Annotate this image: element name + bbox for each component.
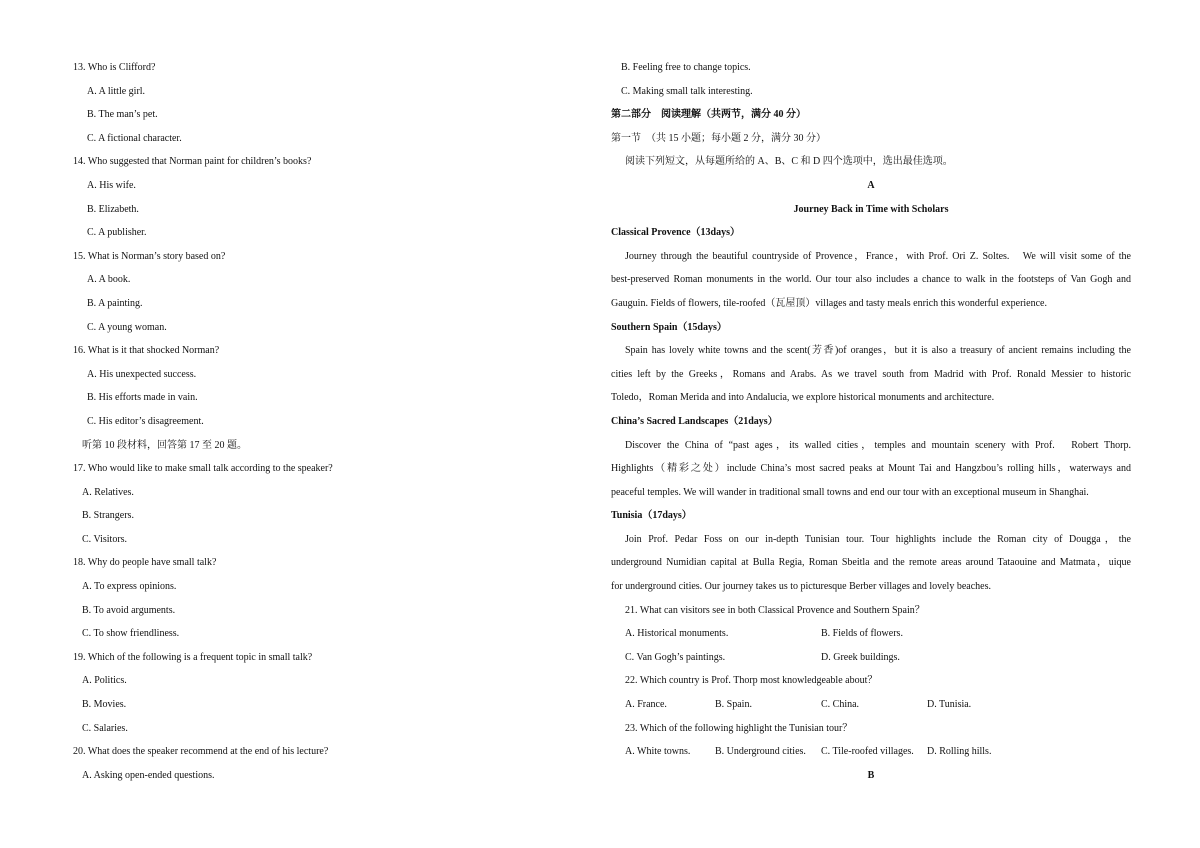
answer-option: B. To avoid arguments. xyxy=(82,604,176,616)
passage-letter-a: A xyxy=(867,179,875,191)
question-stem: 21. What can visitors see in both Classical Provence and Southern Spain？ xyxy=(625,604,925,616)
answer-option: A. His wife. xyxy=(87,179,136,191)
tour-heading: China’s Sacred Landscapes（21days） xyxy=(611,415,778,427)
question-stem: 23. Which of the following highlight the Tunisian tour？ xyxy=(625,722,853,734)
tour-text-line: Join Prof. Pedar Foss on our in-depth Tunisian tour. Tour highlights include the Roman city of Dougga，the xyxy=(625,533,1131,545)
question-23 xyxy=(611,717,1131,764)
answer-option: C. A publisher. xyxy=(87,227,147,239)
question-line: 18. Why do people have small talk? xyxy=(73,557,217,569)
option-c: C. China. xyxy=(821,699,860,711)
tour-spain xyxy=(611,316,1131,410)
tour-text-line: Gauguin. Fields of flowers, tile-roofed（瓦屋顶）villages and tasty meals enrich this wonderful experience. xyxy=(611,297,1047,309)
answer-option: A. His unexpected success. xyxy=(87,368,197,380)
tour-heading: Southern Spain（15days） xyxy=(611,321,727,333)
tour-china xyxy=(611,410,1131,504)
question-stem: 22. Which country is Prof. Thorp most knowledgeable about？ xyxy=(625,675,878,687)
answer-option: C. Salaries. xyxy=(82,722,128,734)
tour-text-line: peaceful temples. We will wander in traditional small towns and end our tour with an exceptional museum in Shanghai. xyxy=(611,486,1089,498)
tour-text-line: underground Numidian capital at Bulla Regia, Roman Sbeitla and the remote areas around Tataouine and Matmata，uique xyxy=(611,557,1131,569)
options-row xyxy=(611,693,1131,717)
tour-text-line: Discover the China of “past ages，its walled cities，temples and mountain scenery with Prof. Robert Thorp. xyxy=(625,439,1131,451)
answer-option: C. His editor’s disagreement. xyxy=(87,415,204,427)
answer-option: C. A young woman. xyxy=(87,321,167,333)
tour-text-line: Highlights（精彩之处）include China’s most sacred peaks at Mount Tai and Hangzbou’s rolling hills，waterways and xyxy=(611,463,1131,475)
answer-option: B. Elizabeth. xyxy=(87,203,139,215)
answer-option: A. A book. xyxy=(87,274,131,286)
option-d: D. Rolling hills. xyxy=(927,746,992,758)
options-row xyxy=(611,740,1131,764)
answer-option: B. His efforts made in vain. xyxy=(87,392,198,404)
question-line: 17. Who would like to make small talk according to the speaker? xyxy=(73,463,333,475)
answer-option: A. To express opinions. xyxy=(82,581,177,593)
tour-text-line: best-preserved Roman monuments in the world. Our tour also includes a chance to walk in the footsteps of Van Gogh and xyxy=(611,274,1131,286)
option-a: A. White towns. xyxy=(625,746,691,758)
question-line: 19. Which of the following is a frequent topic in small talk? xyxy=(73,651,313,663)
options-row xyxy=(611,622,1131,646)
answer-option: A. Politics. xyxy=(82,675,127,687)
tour-text-line: for underground cities. Our journey takes us to picturesque Berber villages and lovely beaches. xyxy=(611,581,991,593)
option-d: D. Tunisia. xyxy=(927,699,972,711)
answer-option: 听第 10 段材料，回答第 17 至 20 题。 xyxy=(82,439,247,451)
option-d: D. Greek buildings. xyxy=(821,651,900,663)
question-line: 16. What is it that shocked Norman? xyxy=(73,345,220,357)
tour-tunisia xyxy=(611,504,1131,598)
tour-text-line: Toledo，Roman Merida and into Andalucia, we explore historical monuments and architecture. xyxy=(611,392,995,404)
passage-letter-b: B xyxy=(867,769,875,781)
answer-option: B. Strangers. xyxy=(82,510,134,522)
tour-heading: Classical Provence（13days） xyxy=(611,227,740,239)
question-line: 15. What is Norman’s story based on? xyxy=(73,250,226,262)
q20-option-b: B. Feeling free to change topics. xyxy=(621,62,751,73)
option-c: C. Tile-roofed villages. xyxy=(821,746,914,758)
answer-option: C. A fictional character. xyxy=(87,132,182,144)
answer-option: A. Relatives. xyxy=(82,486,134,498)
tour-heading: Tunisia（17days） xyxy=(611,510,692,522)
question-line: 14. Who suggested that Norman paint for children’s books? xyxy=(73,156,312,168)
answer-option: B. A painting. xyxy=(87,297,143,309)
tour-text-line: Journey through the beautiful countryside of Provence，France，with Prof. Ori Z. Soltes. We will visit some of the xyxy=(625,250,1131,262)
answer-option: C. Visitors. xyxy=(82,533,128,545)
question-22 xyxy=(611,669,1131,716)
tour-text-line: Spain has lovely white towns and the scent(芳香)of oranges，but it is also a treasury of ancient remains including the xyxy=(625,345,1131,357)
option-b: B. Fields of flowers. xyxy=(821,628,903,640)
instructions: 阅读下列短文，从每题所给的 A、B、C 和 D 四个选项中，选出最佳选项。 xyxy=(625,156,953,168)
tour-text-line: cities left by the Greeks，Romans and Arabs. As we travel south from Madrid with Prof. Ronald Messier to historic xyxy=(611,368,1131,380)
passage-title: Journey Back in Time with Scholars xyxy=(793,203,949,215)
left-column xyxy=(73,56,543,787)
option-b: B. Spain. xyxy=(715,699,752,711)
question-21 xyxy=(611,599,1131,670)
tour-provence xyxy=(611,221,1131,315)
part2-title: 第二部分 阅读理解（共两节，满分 40 分） xyxy=(611,109,806,121)
question-line: 13. Who is Clifford? xyxy=(73,62,156,73)
answer-option: B. The man’s pet. xyxy=(87,109,158,121)
option-b: B. Underground cities. xyxy=(715,746,806,758)
answer-option: B. Movies. xyxy=(82,699,127,711)
question-line: 20. What does the speaker recommend at the end of his lecture? xyxy=(73,746,329,758)
q20-option-c: C. Making small talk interesting. xyxy=(621,85,753,97)
section1-title: 第一节 （共 15 小题；每小题 2 分，满分 30 分） xyxy=(611,132,826,144)
options-row xyxy=(611,646,1131,670)
answer-option: C. To show friendliness. xyxy=(82,628,180,640)
answer-option: A. A little girl. xyxy=(87,85,146,97)
answer-option: A. Asking open-ended questions. xyxy=(82,769,215,781)
option-a: A. Historical monuments. xyxy=(625,628,729,640)
option-a: A. France. xyxy=(625,699,667,711)
option-c: C. Van Gogh’s paintings. xyxy=(625,651,726,663)
right-column xyxy=(611,56,1131,787)
